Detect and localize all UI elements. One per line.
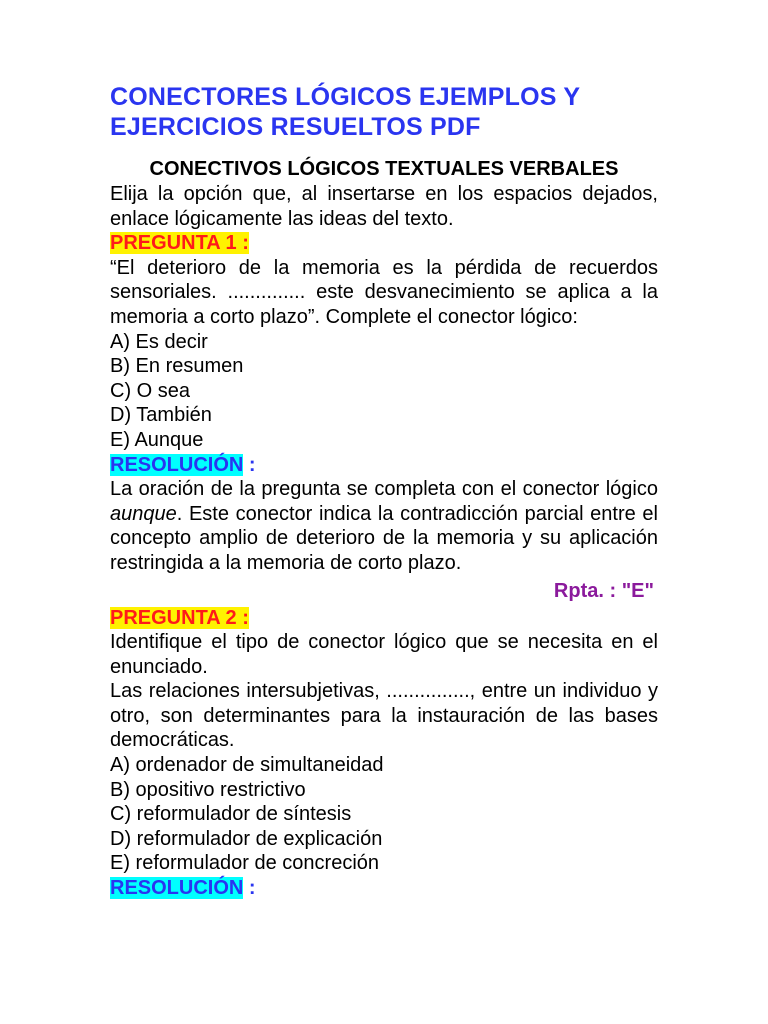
question-2-options — [110, 753, 658, 876]
instructions-paragraph: Elija la opción que, al insertarse en los espacios dejados, enlace lógicamente las ideas del texto. — [110, 183, 658, 230]
question-1-heading — [110, 231, 658, 256]
question-1-answer: Rpta. : "E" — [553, 579, 654, 602]
question-2-colon: : — [236, 606, 249, 629]
resolution-connector-word: aunque — [110, 502, 177, 525]
question-1-option-c: C) O sea — [110, 379, 191, 402]
question-1-resolution-text — [110, 477, 658, 575]
question-1-option-b: B) En resumen — [110, 355, 244, 378]
question-1-resolution-label: RESOLUCIÓN — [110, 453, 244, 476]
question-1-colon: : — [236, 232, 249, 255]
resolution-text-part-2: . Este conector indica la contradicción parcial entre el concepto amplio de deterioro de la memoria y su aplicación restringida a la memoria de corto plazo. — [110, 502, 658, 574]
question-1-label: PREGUNTA 1 — [110, 232, 237, 255]
question-1-resolution-colon: : — [243, 453, 256, 476]
question-2-option-e: E) reformulador de concreción — [110, 852, 380, 875]
question-2-label: PREGUNTA 2 — [110, 606, 237, 629]
question-2-instruction: Identifique el tipo de conector lógico que se necesita en el enunciado. — [110, 631, 658, 678]
question-1-option-d: D) También — [110, 404, 212, 427]
resolution-text-part-1: La oración de la pregunta se completa con el conector lógico — [110, 478, 658, 501]
question-2-heading — [110, 606, 658, 631]
question-1-options — [110, 330, 658, 453]
question-2-resolution-heading — [110, 876, 658, 901]
question-2-resolution-colon: : — [243, 877, 256, 900]
question-2-statement: Las relaciones intersubjetivas, ..............., entre un individuo y otro, son determinantes para la instauración de las bases democráticas. — [110, 680, 658, 752]
question-2-option-b: B) opositivo restrictivo — [110, 778, 306, 801]
question-2-option-d: D) reformulador de explicación — [110, 827, 383, 850]
section-subtitle: CONECTIVOS LÓGICOS TEXTUALES VERBALES — [149, 158, 619, 180]
question-1-option-e: E) Aunque — [110, 428, 204, 451]
question-1-text: “El deterioro de la memoria es la pérdida de recuerdos sensoriales. .............. este desvanecimiento se aplica a la memoria a corto plazo”. Complete el conector lógico: — [110, 256, 658, 328]
question-2-option-a: A) ordenador de simultaneidad — [110, 754, 384, 777]
document-title: CONECTORES LÓGICOS EJEMPLOS Y EJERCICIOS RESUELTOS PDF — [110, 83, 580, 141]
question-2-resolution-label: RESOLUCIÓN — [110, 877, 244, 900]
question-1-resolution-heading — [110, 453, 658, 478]
question-1-option-a: A) Es decir — [110, 330, 208, 353]
question-2-option-c: C) reformulador de síntesis — [110, 803, 352, 826]
